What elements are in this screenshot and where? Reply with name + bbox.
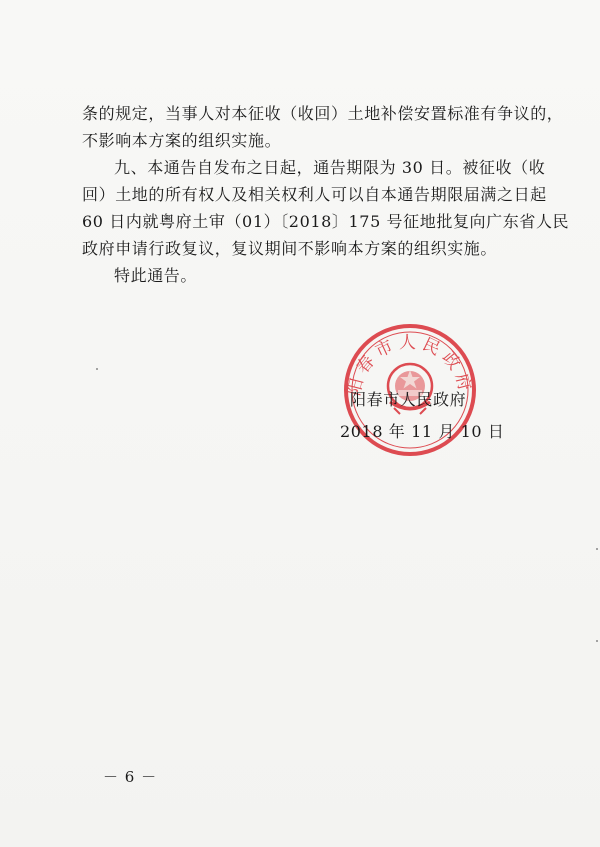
text-line: 政府申请行政复议，复议期间不影响本方案的组织实施。: [82, 239, 498, 258]
text-line: 条的规定，当事人对本征收（收回）土地补偿安置标准有争议的，: [82, 104, 564, 123]
page-number: － 6 －: [103, 768, 158, 786]
text-line: 60 日内就粤府土审（01）〔2018〕175 号征地批复向广东省人民: [82, 212, 570, 231]
svg-text:阳春市人民政府: 阳春市人民政府: [344, 332, 476, 398]
text-line: 九、本通告自发布之日起，通告期限为 30 日。被征收（收: [114, 158, 546, 177]
document-body: [82, 100, 570, 289]
text-line: 不影响本方案的组织实施。: [82, 131, 282, 150]
scan-speck: [596, 640, 598, 642]
issue-date: 2018 年 11 月 10 日: [340, 422, 505, 441]
paragraph-2: [82, 154, 570, 262]
scan-speck: [596, 548, 598, 550]
paragraph-1: [82, 100, 564, 154]
text-line: 回）土地的所有权人及相关权利人可以自本通告期限届满之日起: [82, 185, 547, 204]
signer-organization: 阳春市人民政府: [350, 390, 467, 409]
closing-statement: 特此通告。: [114, 266, 198, 285]
scan-speck: [96, 368, 98, 370]
